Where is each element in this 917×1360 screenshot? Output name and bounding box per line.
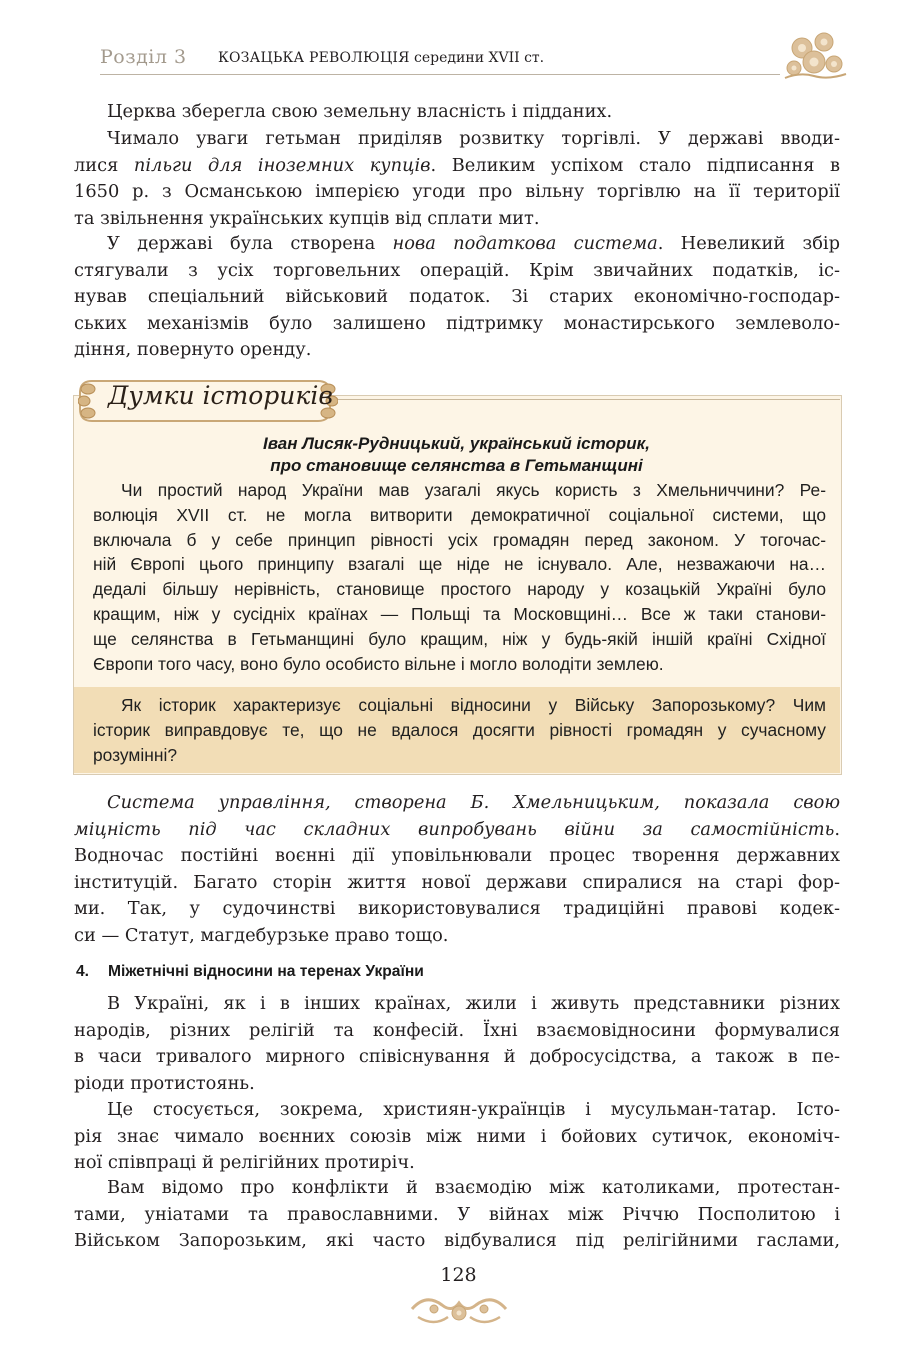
paragraph: Церква зберегла свою земельну власність і підданих. — [107, 101, 613, 122]
divider — [330, 399, 840, 400]
paragraph: У державі була створена нова податкова система. Невеликий збір стягували з усіх торговельних операцій. Крім звичайних податків, іс- нував спеціальний військовий податок. Зі старих економічно-господар- ських механізмів було залишено підтримку монастирського землеволо- діння, повернуто оренду. — [74, 233, 840, 360]
quote-text: Чи простий народ України мав узагалі якусь користь з Хмельниччини? Ре- волюція XVII ст. не могла витворити демократичної соціальної системи, що включала б у себе принцип рівності усіх громадян перед законом. У тогочас- ній Європі цього принципу взагалі ще ніде не існувало. Але, незважаючи на… дедалі більшу нерівність, становище простого народу у козацькій Україні було кращим, ніж у сусідніх країнах — Польщі та Московщині… Все ж таки станови- ще селянства в Гетьманщині було кращим, ніж у будь-якій іншій країні Східної Європи того часу, воно було особисто вільне і могло володіти землею. — [93, 480, 826, 674]
section-heading: 4. Міжетнічні відносини на теренах України — [76, 963, 424, 980]
floral-ornament-icon — [780, 28, 850, 86]
box-label: Думки істориків — [108, 381, 333, 410]
section-label: Розділ 3 — [100, 46, 187, 68]
paragraph: Це стосується, зокрема, християн-українців і мусульман-татар. Істо- рія знає чимало воєнних союзів між ними і бойових сутичок, економіч- ної співпраці й релігійних протиріч. — [74, 1099, 840, 1173]
quote-title: Іван Лисяк-Рудницький, український історик, про становище селянства в Гетьманщині — [263, 434, 650, 475]
floral-ornament-icon — [408, 1287, 510, 1331]
question-text: Як історик характеризує соціальні відносини у Війську Запорозькому? Чим історик виправдовує те, що не вдалося досягти рівності громадян у сучасному розумінні? — [93, 695, 826, 765]
running-header — [100, 46, 780, 75]
page-number: 128 — [440, 1264, 477, 1286]
chapter-title: КОЗАЦЬКА РЕВОЛЮЦІЯ середини XVII ст. — [218, 50, 545, 66]
paragraph: Вам відомо про конфлікти й взаємодію між католиками, протестан- тами, уніатами та православними. У війнах між Річчю Посполитою і Військом Запорозьким, які часто відбувалися під релігійними гаслами, — [74, 1177, 840, 1251]
paragraph: Чимало уваги гетьман приділяв розвитку торгівлі. У державі вводи- лися пільги для іноземних купців. Великим успіхом стало підписання в 1650 р. з Османською імперією угоди про вільну торгівлю на її території та звільнення українських купців від сплати мит. — [74, 128, 841, 229]
paragraph: В Україні, як і в інших країнах, жили і живуть представники різних народів, різних релігій та конфесій. Їхні взаємовідносини формувалися в часи тривалого мирного співіснування й добросусідства, а також в пе- ріоди протистоянь. — [74, 993, 840, 1094]
paragraph: Система управління, створена Б. Хмельницьким, показала свою міцність під час складних випробувань війни за самостійність. Водночас постійні воєнні дії уповільнювали процес творення державних інституцій. Багато сторін життя нової держави спиралися на старі фор- ми. Так, у судочинстві використовувалися традиційні правові кодек- си — Статут, магдебурзьке право тощо. — [74, 792, 840, 946]
